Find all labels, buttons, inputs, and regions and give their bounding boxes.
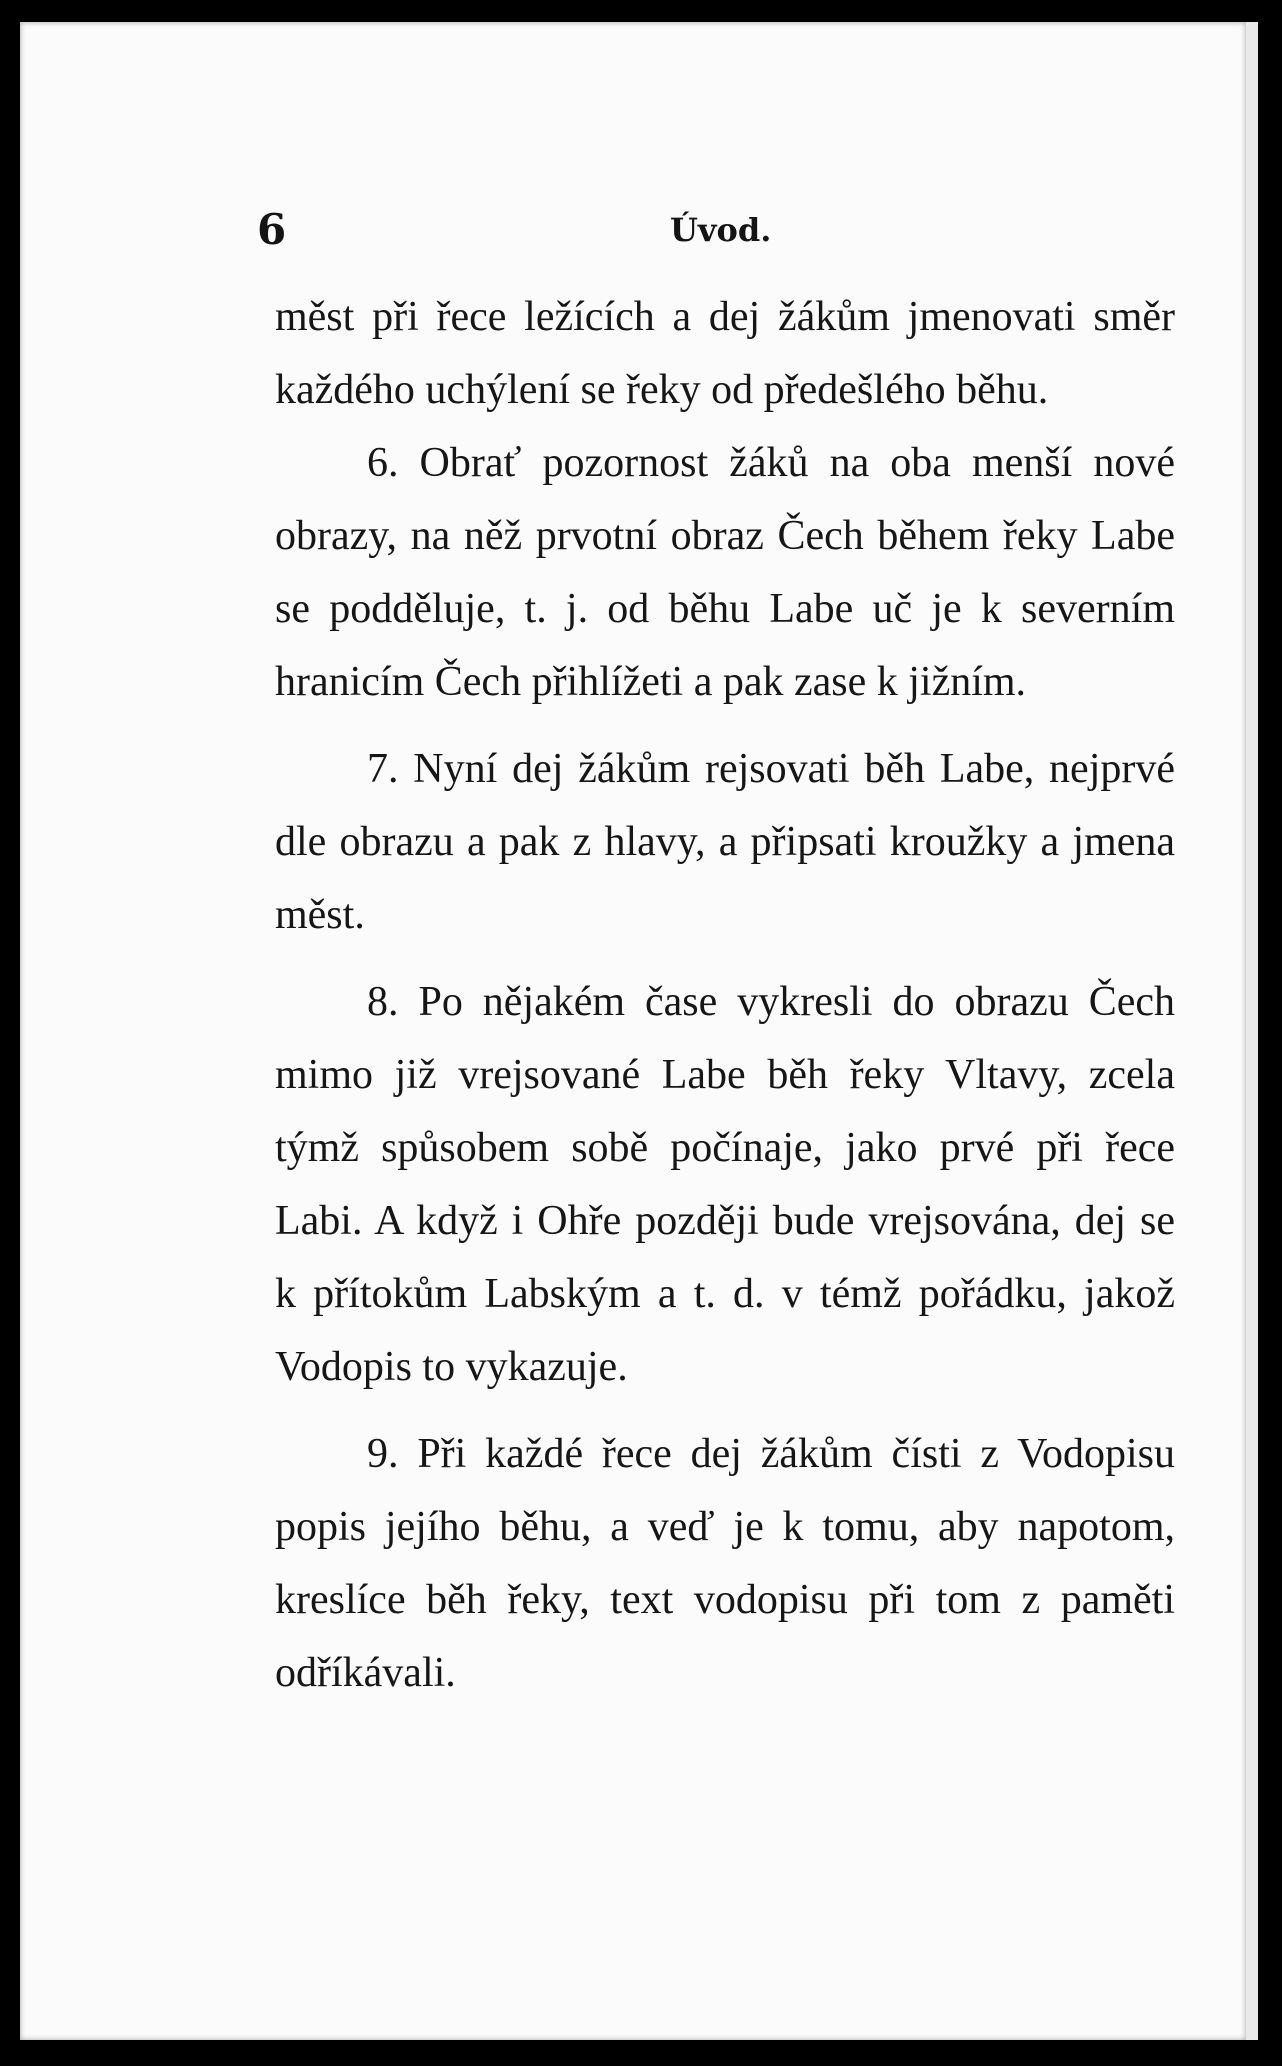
paragraph-6: 6. Obrať pozornost žáků na oba menší nové obrazy, na něž prvotní obraz Čech během řeky Labe se podděluje, t. j. od běhu Labe uč je k severním hranicím Čech přihlížeti a pak zase k jižním. <box>275 440 1175 705</box>
running-head: Úvod. <box>670 211 772 249</box>
paragraph-8: 8. Po nějakém čase vykresli do obrazu Čech mimo již vrejsované Labe běh řeky Vltavy, zcela týmž spůsobem sobě počínaje, jako prvé při řece Labi. A když i Ohře později bude vrejsována, dej se k přítokům Labským a t. d. v témž pořádku, jakož Vodopis to vykazuje. <box>275 979 1175 1390</box>
page-header <box>20 200 1246 260</box>
paragraph-continuation: měst při řece ležících a dej žákům jmenovati směr každého uchýlení se řeky od předešlého běhu. <box>275 294 1175 413</box>
paragraph-9: 9. Při každé řece dej žákům čísti z Vodopisu popis jejího běhu, a veď je k tomu, aby napotom, kreslíce běh řeky, text vodopisu při tom z paměti odříkávali. <box>275 1431 1175 1696</box>
body-text <box>275 281 1175 1710</box>
page-edge <box>1246 22 1258 2040</box>
paragraph-7: 7. Nyní dej žákům rejsovati běh Labe, nejprvé dle obrazu a pak z hlavy, a připsati kroužky a jmena měst. <box>275 746 1175 938</box>
book-page <box>20 22 1246 2040</box>
page-number: 6 <box>257 205 287 254</box>
